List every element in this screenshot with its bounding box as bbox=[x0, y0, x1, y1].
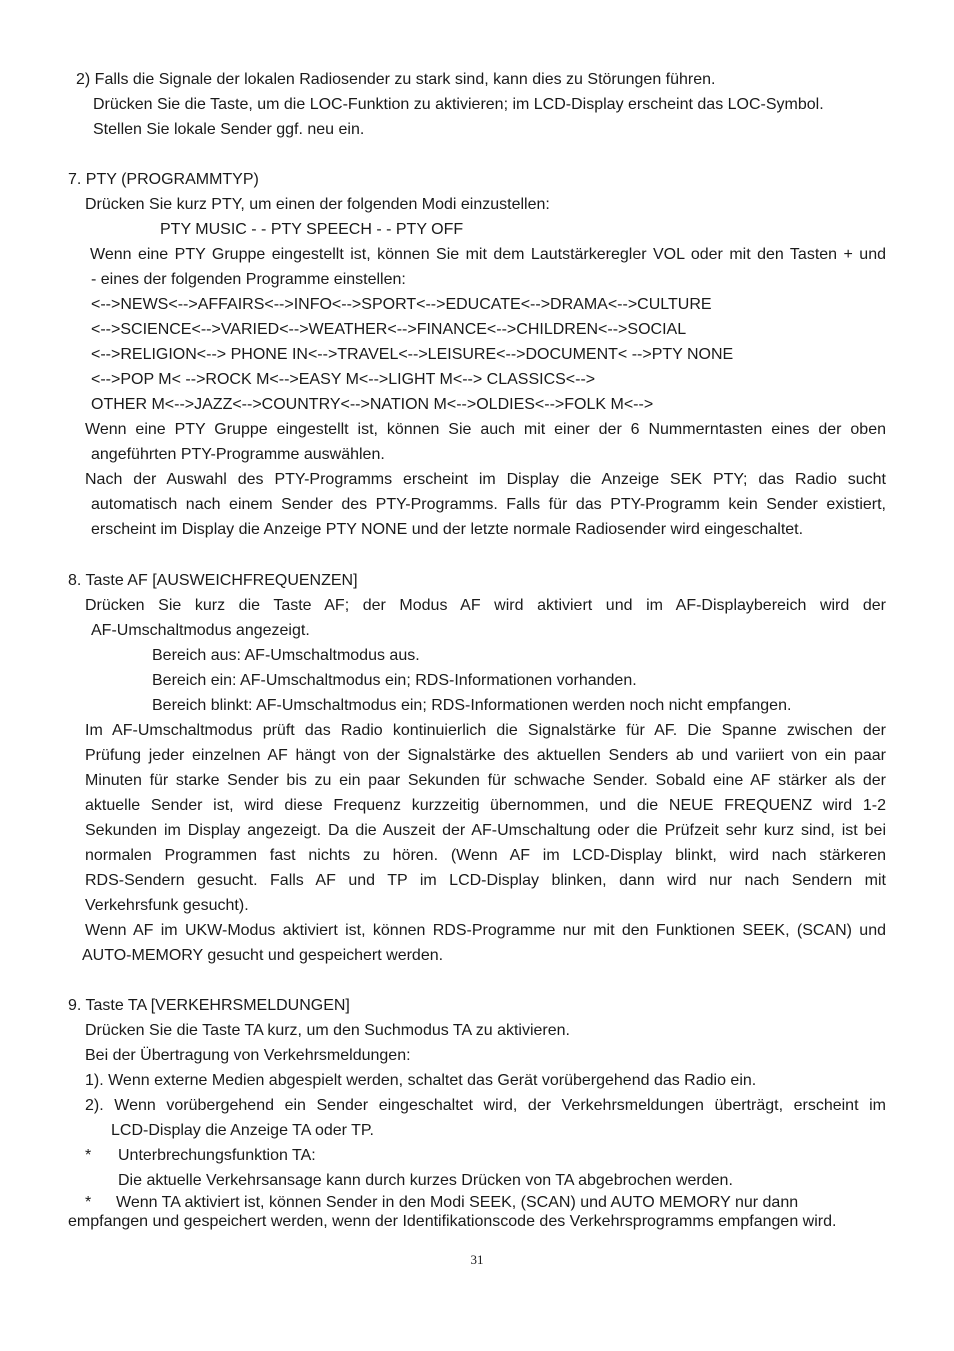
af-paragraph-line: Minuten für starke Sender bis zu ein paar Sekunden für schwache Sender. Sobald eine AF stärker als der bbox=[85, 772, 886, 789]
pty-instruction: Drücken Sie kurz PTY, um einen der folgenden Modi einzustellen: bbox=[85, 196, 550, 213]
ta-note: Wenn TA aktiviert ist, können Sender in den Modi SEEK, (SCAN) und AUTO MEMORY nur dann bbox=[116, 1194, 799, 1211]
af-paragraph-line: normalen Programmen fast nichts zu hören. (Wenn AF im LCD-Display blinkt, wird nach stärkeren bbox=[85, 847, 886, 864]
af-paragraph-line: AF-Umschaltmodus angezeigt. bbox=[91, 622, 310, 639]
section-heading-ta: 9. Taste TA [VERKEHRSMELDUNGEN] bbox=[68, 997, 350, 1014]
ta-list-item: 2). Wenn vorübergehend ein Sender eingeschaltet wird, der Verkehrsmeldungen überträgt, erscheint im bbox=[85, 1097, 886, 1114]
pty-paragraph-line: angeführten PTY-Programme auswählen. bbox=[91, 446, 385, 463]
af-paragraph-line: Im AF-Umschaltmodus prüft das Radio kontinuierlich die Signalstärke für AF. Die Spanne zwischen der bbox=[85, 722, 886, 739]
af-paragraph-line: Wenn AF im UKW-Modus aktiviert ist, können RDS-Programme nur mit den Funktionen SEEK, (SCAN) und bbox=[85, 922, 886, 939]
ta-instruction: Bei der Übertragung von Verkehrsmeldungen: bbox=[85, 1047, 411, 1064]
ta-bullet-star: * bbox=[85, 1194, 92, 1211]
af-state-item: Bereich ein: AF-Umschaltmodus ein; RDS-Informationen vorhanden. bbox=[152, 672, 637, 689]
pty-paragraph-line: Wenn eine PTY Gruppe eingestellt ist, können Sie mit dem Lautstärkeregler VOL oder mit den Tasten + und bbox=[90, 246, 886, 263]
ta-instruction: Drücken Sie die Taste TA kurz, um den Suchmodus TA zu aktivieren. bbox=[85, 1022, 570, 1039]
ta-note: Unterbrechungsfunktion TA: bbox=[118, 1147, 316, 1164]
pty-program-list: <-->POP M< -->ROCK M<-->EASY M<-->LIGHT M<--> CLASSICS<--> bbox=[91, 371, 596, 388]
ta-list-item: LCD-Display die Anzeige TA oder TP. bbox=[111, 1122, 374, 1139]
af-paragraph-line: Prüfung jeder einzelnen AF hängt von der Signalstärke des aktuellen Senders ab und variiert von ein paar bbox=[85, 747, 886, 764]
loc-note: Stellen Sie lokale Sender ggf. neu ein. bbox=[93, 121, 365, 138]
pty-paragraph-line: erscheint im Display die Anzeige PTY NONE und der letzte normale Radiosender wird eingeschaltet. bbox=[91, 521, 804, 538]
af-paragraph-line: Verkehrsfunk gesucht). bbox=[85, 897, 249, 914]
pty-program-list: <-->SCIENCE<-->VARIED<-->WEATHER<-->FINANCE<-->CHILDREN<-->SOCIAL bbox=[91, 321, 687, 338]
af-state-item: Bereich blinkt: AF-Umschaltmodus ein; RDS-Informationen werden noch nicht empfangen. bbox=[152, 697, 792, 714]
ta-note: Die aktuelle Verkehrsansage kann durch kurzes Drücken von TA abgebrochen werden. bbox=[118, 1172, 733, 1189]
page-number: 31 bbox=[470, 1252, 484, 1267]
af-paragraph-line: RDS-Sendern gesucht. Falls AF und TP im LCD-Display blinken, dann wird nur nach Sendern mit bbox=[85, 872, 886, 889]
ta-bullet-star: * bbox=[85, 1147, 92, 1164]
pty-paragraph-line: - eines der folgenden Programme einstellen: bbox=[91, 271, 406, 288]
af-state-item: Bereich aus: AF-Umschaltmodus aus. bbox=[152, 647, 420, 664]
loc-item-text: 2) Falls die Signale der lokalen Radiosender zu stark sind, kann dies zu Störungen führen. bbox=[76, 71, 716, 88]
ta-list-item: 1). Wenn externe Medien abgespielt werden, schaltet das Gerät vorübergehend das Radio ein. bbox=[85, 1072, 757, 1089]
loc-instruction: Drücken Sie die Taste, um die LOC-Funktion zu aktivieren; im LCD-Display erscheint das LOC-Symbol. bbox=[93, 96, 824, 113]
pty-paragraph-line: Nach der Auswahl des PTY-Programms erscheint im Display die Anzeige SEK PTY; das Radio sucht bbox=[85, 471, 886, 488]
pty-paragraph-line: Wenn eine PTY Gruppe eingestellt ist, können Sie auch mit einer der 6 Nummerntasten eines der oben bbox=[85, 421, 886, 438]
section-heading-af: 8. Taste AF [AUSWEICHFREQUENZEN] bbox=[68, 572, 358, 589]
af-paragraph-line: aktuelle Sender ist, wird diese Frequenz kurzzeitig übernommen, und die NEUE FREQUENZ wird 1-2 bbox=[85, 797, 886, 814]
section-heading-pty: 7. PTY (PROGRAMMTYP) bbox=[68, 171, 259, 188]
pty-program-list: OTHER M<-->JAZZ<-->COUNTRY<-->NATION M<-->OLDIES<-->FOLK M<--> bbox=[91, 396, 654, 413]
af-paragraph-line: Drücken Sie kurz die Taste AF; der Modus AF wird aktiviert und im AF-Displaybereich wird der bbox=[85, 597, 886, 614]
af-paragraph-line: Sekunden im Display angezeigt. Da die Auszeit der AF-Umschaltung oder die Prüfzeit sehr kurz sind, ist bei bbox=[85, 822, 886, 839]
ta-note: empfangen und gespeichert werden, wenn der Identifikationscode des Verkehrsprogramms empfangen wird. bbox=[68, 1213, 837, 1230]
pty-modes: PTY MUSIC - - PTY SPEECH - - PTY OFF bbox=[160, 221, 464, 238]
pty-program-list: <-->RELIGION<--> PHONE IN<-->TRAVEL<-->LEISURE<-->DOCUMENT< -->PTY NONE bbox=[91, 346, 734, 363]
pty-paragraph-line: automatisch nach einem Sender des PTY-Programms. Falls für das PTY-Programm kein Sender existiert, bbox=[91, 496, 886, 513]
pty-program-list: <-->NEWS<-->AFFAIRS<-->INFO<-->SPORT<-->EDUCATE<-->DRAMA<-->CULTURE bbox=[91, 296, 712, 313]
af-paragraph-line: AUTO-MEMORY gesucht und gespeichert werden. bbox=[82, 947, 444, 964]
